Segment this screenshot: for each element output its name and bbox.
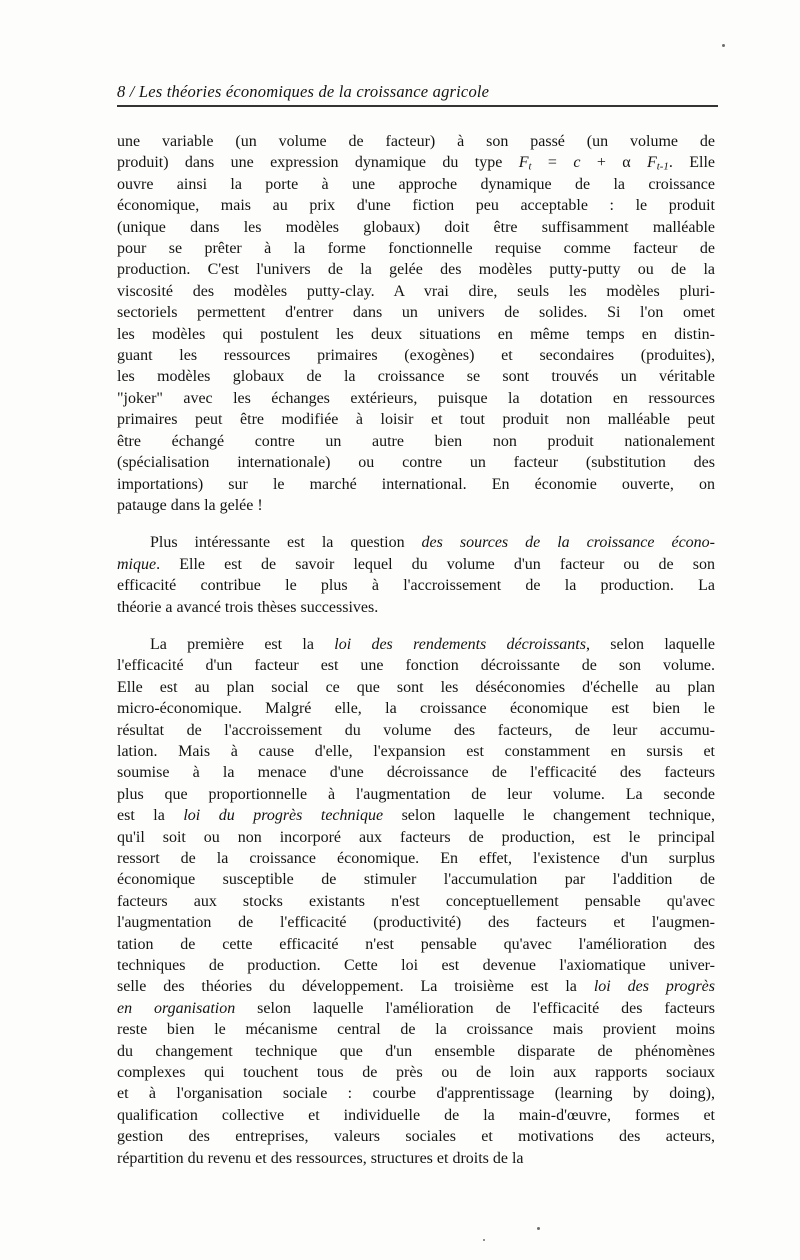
text-line: facteurs aux stocks existants n'est conceptuellement pensable qu'avec [117, 892, 715, 910]
text-line: efficacité contribue le plus à l'accroissement de la production. La [117, 577, 715, 595]
text-line: ressort de la croissance économique. En effet, l'existence d'un surplus [117, 850, 715, 867]
text-line: production. C'est l'univers de la gelée des modèles putty-putty ou de la [117, 261, 715, 279]
text-line: l'efficacité d'un facteur est une fonction décroissante de son volume. [117, 657, 715, 675]
text-line: produit) dans une expression dynamique du type $F_t = c + \alpha$ $F_{t-1}$. Elle [117, 154, 716, 173]
text-line: La première est la loi des rendements décroissants, selon laquelle [150, 635, 715, 653]
text-line: ouvre ainsi la porte à une approche dynamique de la croissance [117, 175, 715, 193]
text-line: selle des théories du développement. La troisième est la loi des progrès [117, 978, 716, 996]
text-line: soumise à la menace d'une décroissance de l'efficacité des facteurs [117, 764, 715, 782]
paragraph [117, 532, 715, 618]
text-line: sectoriels permettent d'entrer dans un univers de solides. Si l'on omet [117, 304, 715, 322]
text-line: économique, mais au prix d'une fiction peu acceptable : le produit [117, 197, 715, 215]
text-line: reste bien le mécanisme central de la croissance mais provient moins [117, 1021, 715, 1039]
text-line: Elle est au plan social ce que sont les déséconomies d'échelle au plan [117, 678, 715, 696]
text-line: une variable (un volume de facteur) à son passé (un volume de [117, 133, 715, 150]
text-line: être échangé contre un autre bien non produit nationalement [117, 432, 715, 450]
text-line: "joker" avec les échanges extérieurs, puisque la dotation en ressources [117, 389, 715, 407]
text-line: importations) sur le marché international. En économie ouverte, on [117, 475, 715, 493]
text-line: mique. Elle est de savoir lequel du volume d'un facteur ou de son [117, 555, 715, 573]
text-line: et à l'organisation sociale : courbe d'apprentissage (learning by doing), [117, 1085, 715, 1103]
text-line: patauge dans la gelée ! [117, 496, 263, 514]
paragraph [117, 634, 715, 1169]
text-line: économique susceptible de stimuler l'accumulation par l'addition de [117, 871, 715, 889]
text-line: (spécialisation internationale) ou contre un facteur (substitution des [117, 454, 715, 472]
text-line: complexes qui touchent tous de près ou de loin aux rapports sociaux [117, 1064, 715, 1082]
page-body [117, 131, 715, 1169]
header-rule [117, 105, 718, 107]
text-line: théorie a avancé trois thèses successives. [117, 598, 379, 616]
scan-speck [537, 1227, 540, 1230]
text-line: plus que proportionnelle à l'augmentation de leur volume. La seconde [117, 785, 715, 803]
text-line: viscosité des modèles putty-clay. A vrai dire, seuls les modèles pluri- [117, 282, 715, 300]
text-line: gestion des entreprises, valeurs sociales et motivations des acteurs, [117, 1128, 715, 1146]
text-line: lation. Mais à cause d'elle, l'expansion est constamment en sursis et [117, 742, 715, 760]
text-line: (unique dans les modèles globaux) doit être suffisamment malléable [117, 218, 715, 236]
text-line: l'augmentation de l'efficacité (productivité) des facteurs et l'augmen- [117, 914, 715, 932]
text-line: qualification collective et individuelle de la main-d'œuvre, formes et [117, 1106, 715, 1124]
scan-speck [483, 1239, 485, 1241]
text-line: guant les ressources primaires (exogènes) et secondaires (produites), [117, 347, 715, 365]
running-header [117, 82, 718, 107]
text-line: du changement technique que d'un ensemble disparate de phénomènes [117, 1042, 715, 1060]
running-header-text: 8 / Les théories économiques de la croissance agricole [117, 82, 490, 101]
text-line: primaires peut être modifiée à loisir et tout produit non malléable peut [117, 411, 715, 429]
text-line: résultat de l'accroissement du volume des facteurs, de leur accumu- [117, 721, 715, 739]
text-line: les modèles qui postulent les deux situations en même temps en distin- [117, 325, 715, 343]
text-line: répartition du revenu et des ressources, structures et droits de la [117, 1149, 524, 1167]
text-line: techniques de production. Cette loi est devenue l'axiomatique univer- [117, 957, 715, 975]
scan-speck [722, 44, 725, 47]
text-line: est la loi du progrès technique selon laquelle le changement technique, [117, 807, 716, 825]
text-line: pour se prêter à la forme fonctionnelle requise comme facteur de [117, 240, 715, 258]
paragraph [117, 131, 715, 516]
text-line: en organisation selon laquelle l'amélioration de l'efficacité des facteurs [117, 999, 715, 1017]
text-line: micro-économique. Malgré elle, la croissance économique est bien le [117, 700, 715, 718]
text-line: Plus intéressante est la question des sources de la croissance écono- [150, 534, 715, 552]
text-line: tation de cette efficacité n'est pensable qu'avec l'amélioration des [117, 935, 715, 953]
text-line: qu'il soit ou non incorporé aux facteurs de production, est le principal [117, 828, 715, 846]
text-line: les modèles globaux de la croissance se sont trouvés un véritable [117, 368, 715, 386]
